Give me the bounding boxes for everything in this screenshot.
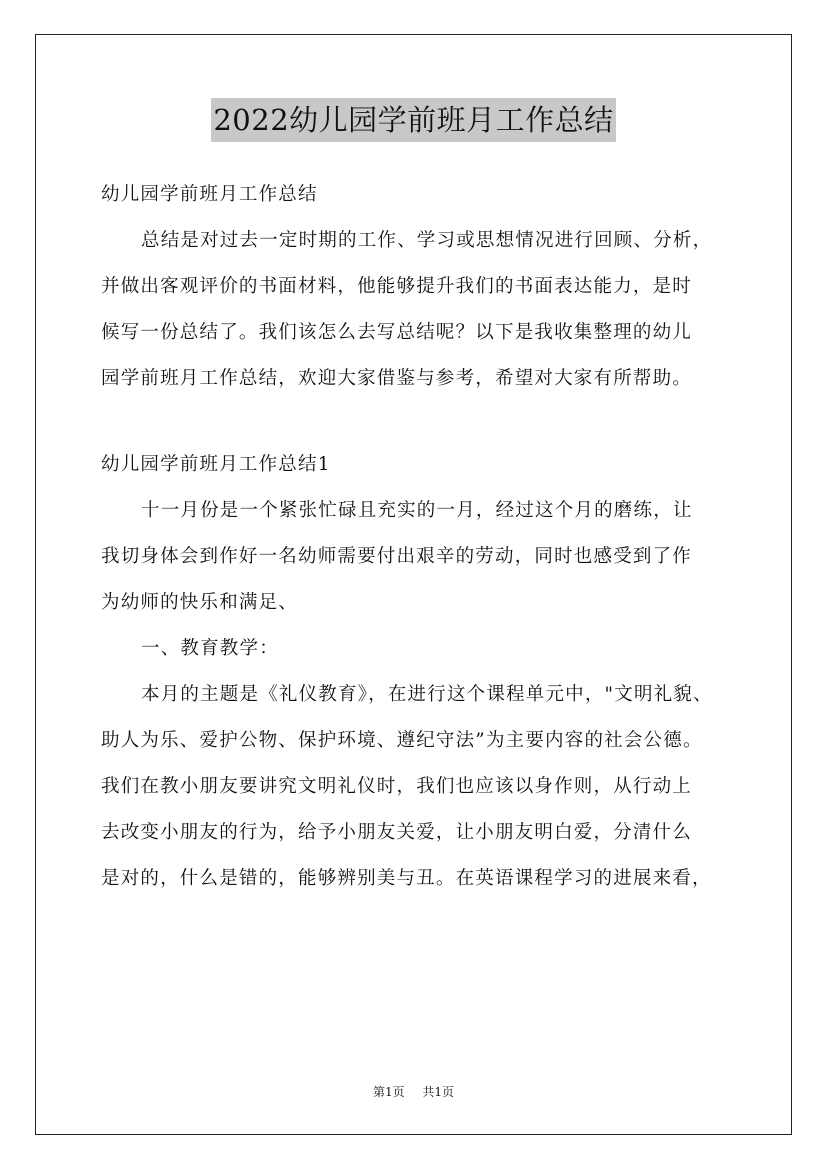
para2-line-4: 去改变小朋友的行为，给予小朋友关爱，让小朋友明白爱，分清什么	[101, 822, 693, 843]
section-heading: 幼儿园学前班月工作总结1	[101, 454, 331, 475]
intro-line-1: 总结是对过去一定时期的工作、学习或思想情况进行回顾、分析，	[141, 230, 713, 251]
para1-line-2: 我切身体会到作好一名幼师需要付出艰辛的劳动，同时也感受到了作	[101, 546, 693, 567]
para1-line-3: 为幼师的快乐和满足、	[101, 592, 299, 613]
page-number-total: 共1页	[422, 1085, 454, 1099]
intro-line-3: 候写一份总结了。我们该怎么去写总结呢？以下是我收集整理的幼儿	[101, 322, 693, 343]
para2-line-1: 本月的主题是《礼仪教育》，在进行这个课程单元中，"文明礼貌、	[141, 684, 713, 705]
title-container	[0, 98, 827, 142]
intro-line-2: 并做出客观评价的书面材料，他能够提升我们的书面表达能力，是时	[101, 276, 693, 297]
para1-line-1: 十一月份是一个紧张忙碌且充实的一月，经过这个月的磨练，让	[141, 500, 693, 521]
para2-line-2: 助人为乐、爱护公物、保护环境、遵纪守法”为主要内容的社会公德。	[101, 730, 703, 751]
document-body	[101, 172, 741, 902]
para2-line-3: 我们在教小朋友要讲究文明礼仪时，我们也应该以身作则，从行动上	[101, 776, 693, 797]
para2-line-5: 是对的，什么是错的，能够辨别美与丑。在英语课程学习的进展来看，	[101, 868, 712, 889]
page-number-current: 第1页	[373, 1085, 405, 1099]
document-subtitle: 幼儿园学前班月工作总结	[101, 184, 318, 205]
page-footer	[0, 1082, 827, 1102]
intro-line-4: 园学前班月工作总结，欢迎大家借鉴与参考，希望对大家有所帮助。	[101, 368, 693, 389]
subheading: 一、教育教学：	[141, 638, 279, 659]
paragraph-gap	[101, 402, 741, 442]
document-title: 2022幼儿园学前班月工作总结	[211, 98, 615, 142]
